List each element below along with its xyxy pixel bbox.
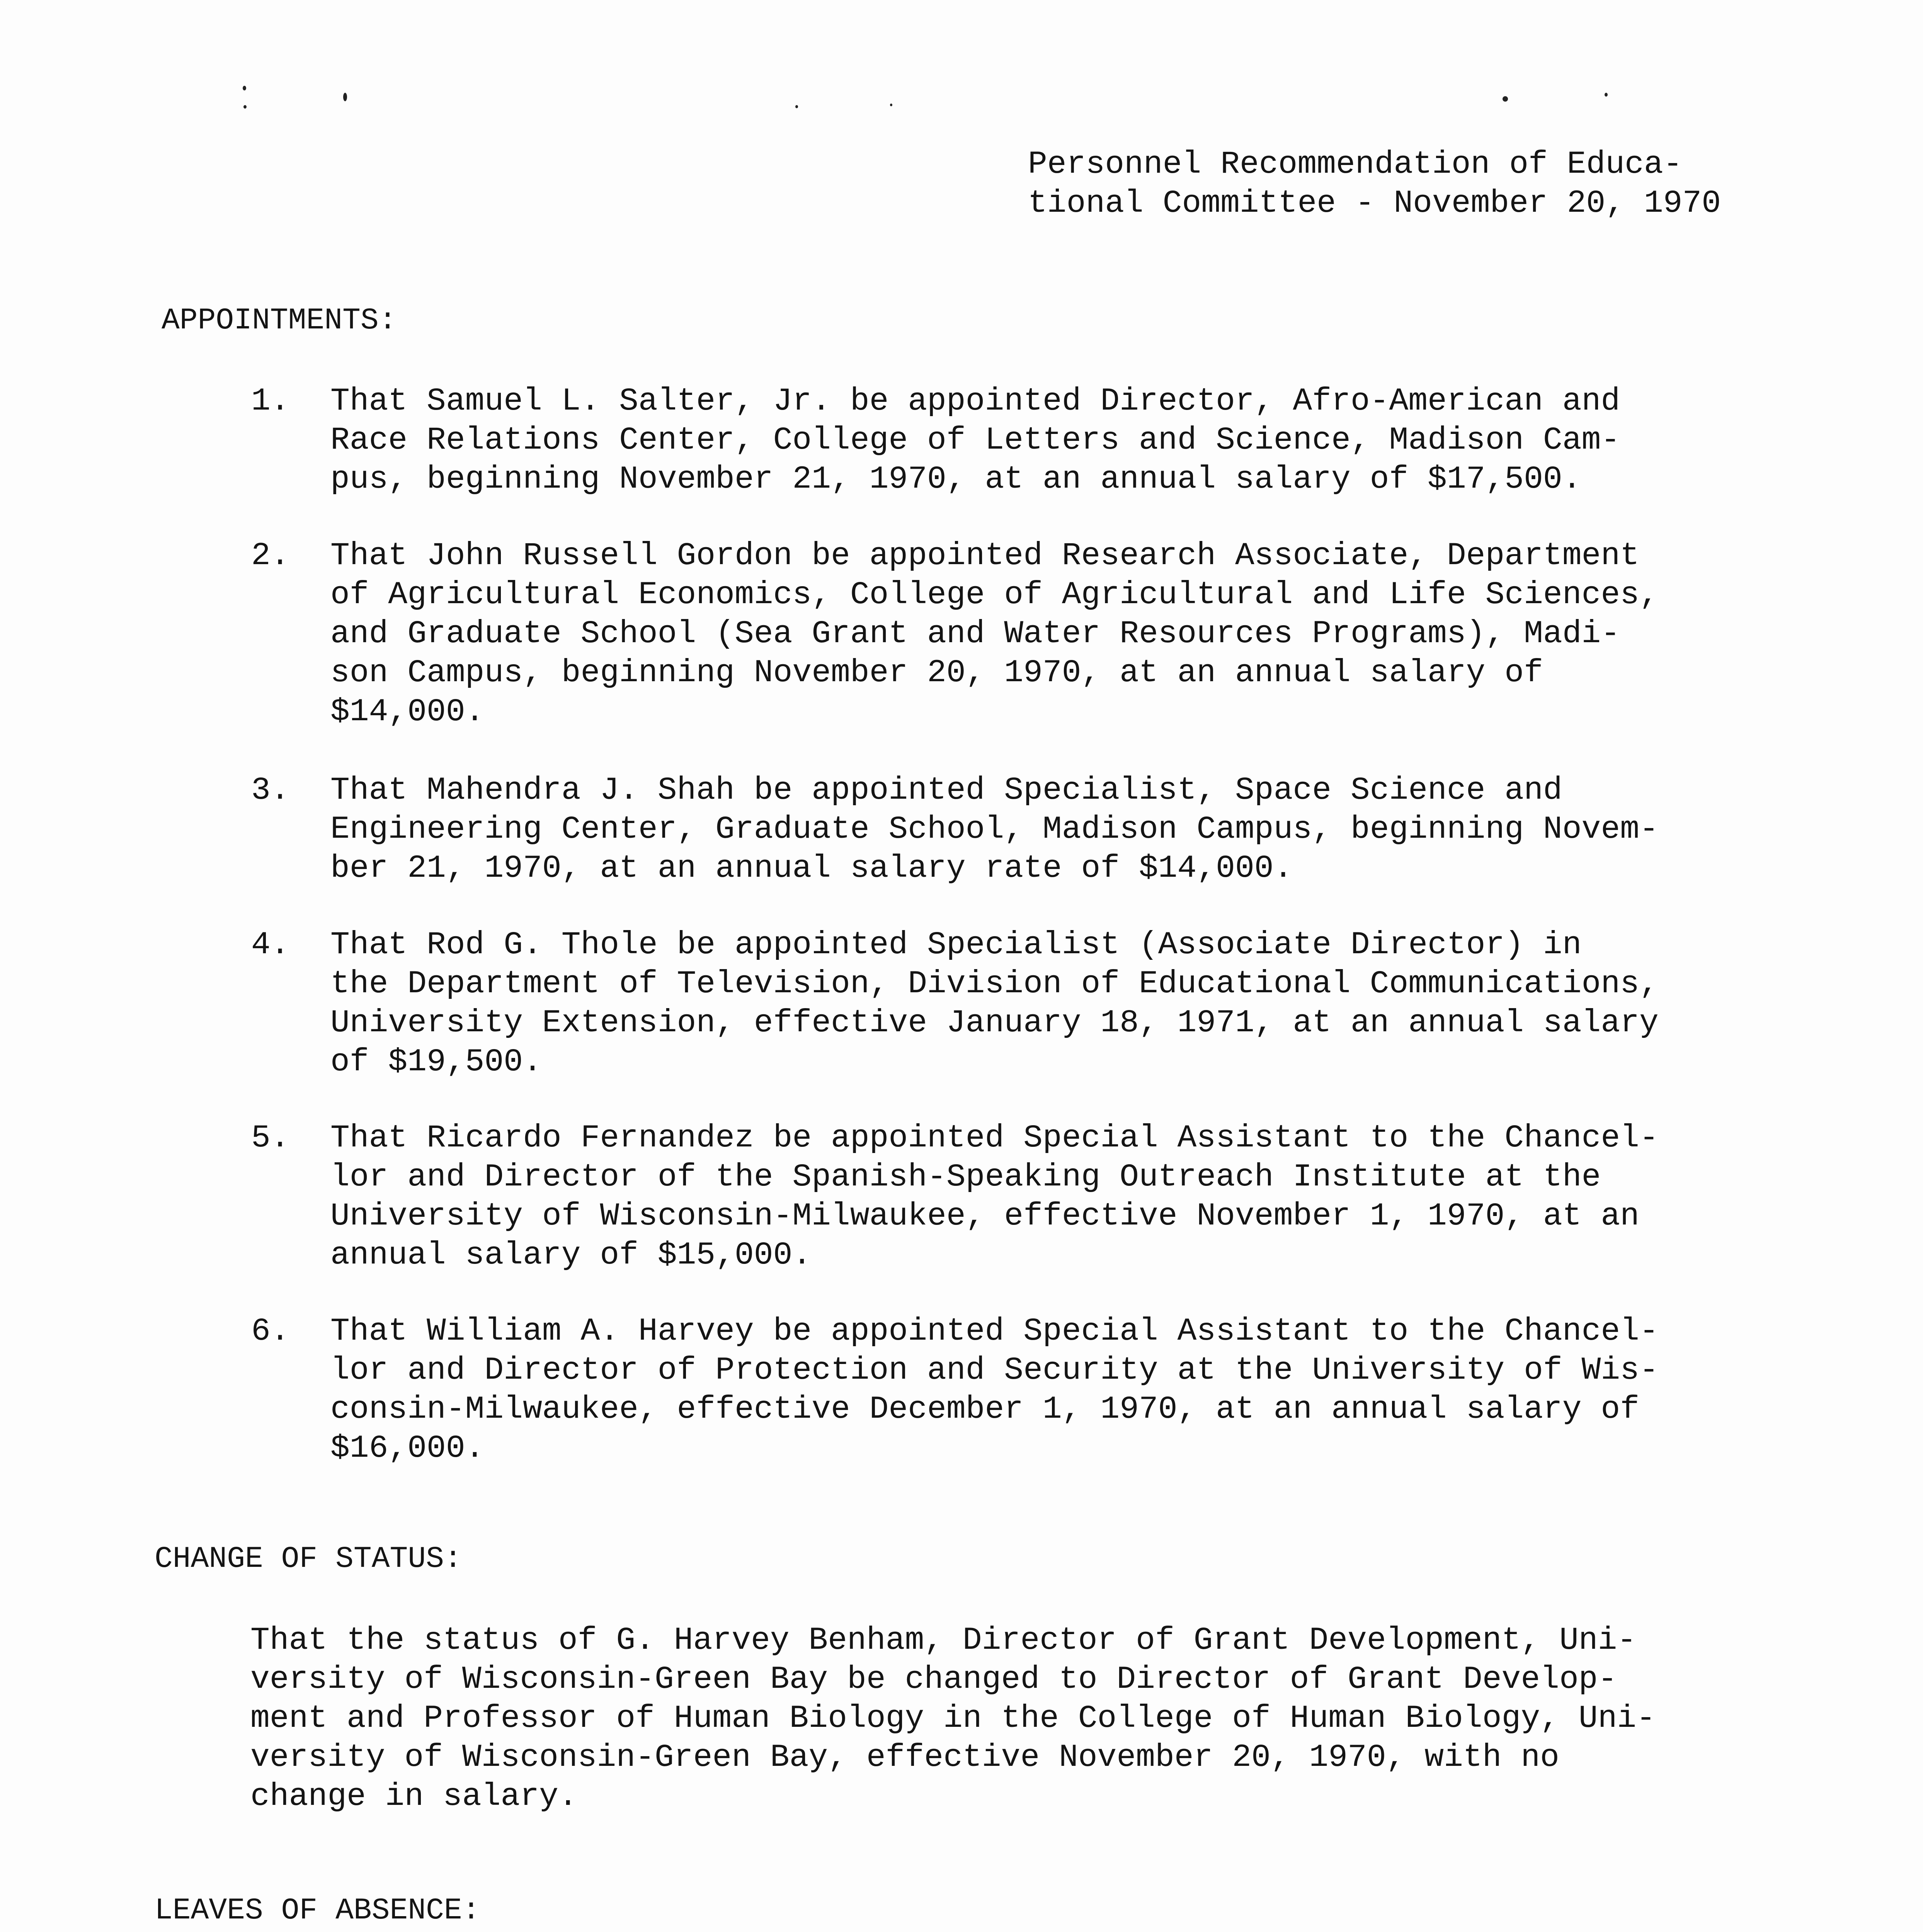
item-line: $16,000. — [330, 1430, 485, 1466]
item-line: That John Russell Gordon be appointed Research Associate, Department — [330, 537, 1639, 574]
item-line: University of Wisconsin-Milwaukee, effective November 1, 1970, at an — [330, 1198, 1639, 1234]
item-line: University Extension, effective January 18, 1971, at an annual salary — [330, 1005, 1659, 1041]
paragraph-line: change in salary. — [250, 1778, 578, 1815]
header-line-2: tional Committee - November 20, 1970 — [1028, 185, 1721, 221]
item-line: Engineering Center, Graduate School, Madison Campus, beginning Novem- — [330, 811, 1659, 847]
change-of-status-heading: CHANGE OF STATUS: — [155, 1542, 462, 1576]
item-line: of Agricultural Economics, College of Agricultural and Life Sciences, — [330, 577, 1659, 613]
appointments-heading: APPOINTMENTS: — [162, 304, 397, 338]
item-line: That William A. Harvey be appointed Special Assistant to the Chancel- — [330, 1313, 1659, 1349]
item-line: That Mahendra J. Shah be appointed Specialist, Space Science and — [330, 772, 1562, 808]
item-line: ber 21, 1970, at an annual salary rate of $14,000. — [330, 850, 1293, 886]
item-line: consin-Milwaukee, effective December 1, 1970, at an annual salary of — [330, 1391, 1639, 1427]
item-number: 5. — [251, 1120, 290, 1156]
item-line: lor and Director of Protection and Security at the University of Wis- — [330, 1352, 1659, 1388]
item-number: 6. — [251, 1313, 290, 1349]
item-number: 1. — [251, 383, 290, 419]
paragraph-line: ment and Professor of Human Biology in the College of Human Biology, Uni- — [250, 1700, 1656, 1736]
paragraph-line: versity of Wisconsin-Green Bay, effective November 20, 1970, with no — [250, 1739, 1559, 1776]
item-line: lor and Director of the Spanish-Speaking Outreach Institute at the — [330, 1159, 1601, 1195]
header-line-1: Personnel Recommendation of Educa- — [1028, 146, 1683, 182]
leaves-of-absence-heading: LEAVES OF ABSENCE: — [155, 1894, 480, 1928]
item-number: 2. — [251, 537, 290, 574]
item-line: pus, beginning November 21, 1970, at an annual salary of $17,500. — [330, 461, 1582, 497]
item-line: annual salary of $15,000. — [330, 1237, 812, 1273]
item-number: 4. — [251, 927, 290, 963]
item-line: son Campus, beginning November 20, 1970, at an annual salary of — [330, 655, 1543, 691]
paragraph-line: That the status of G. Harvey Benham, Director of Grant Development, Uni- — [250, 1622, 1637, 1658]
item-line: of $19,500. — [330, 1044, 542, 1080]
item-line: That Ricardo Fernandez be appointed Special Assistant to the Chancel- — [330, 1120, 1659, 1156]
item-line: and Graduate School (Sea Grant and Water Resources Programs), Madi- — [330, 616, 1620, 652]
item-line: $14,000. — [330, 694, 485, 730]
paragraph-line: versity of Wisconsin-Green Bay be changed to Director of Grant Develop- — [250, 1661, 1617, 1697]
item-line: That Rod G. Thole be appointed Specialist (Associate Director) in — [330, 927, 1582, 963]
item-line: That Samuel L. Salter, Jr. be appointed Director, Afro-American and — [330, 383, 1620, 419]
item-number: 3. — [251, 772, 290, 808]
item-line: the Department of Television, Division of Educational Communications, — [330, 966, 1659, 1002]
item-line: Race Relations Center, College of Letters and Science, Madison Cam- — [330, 422, 1620, 458]
